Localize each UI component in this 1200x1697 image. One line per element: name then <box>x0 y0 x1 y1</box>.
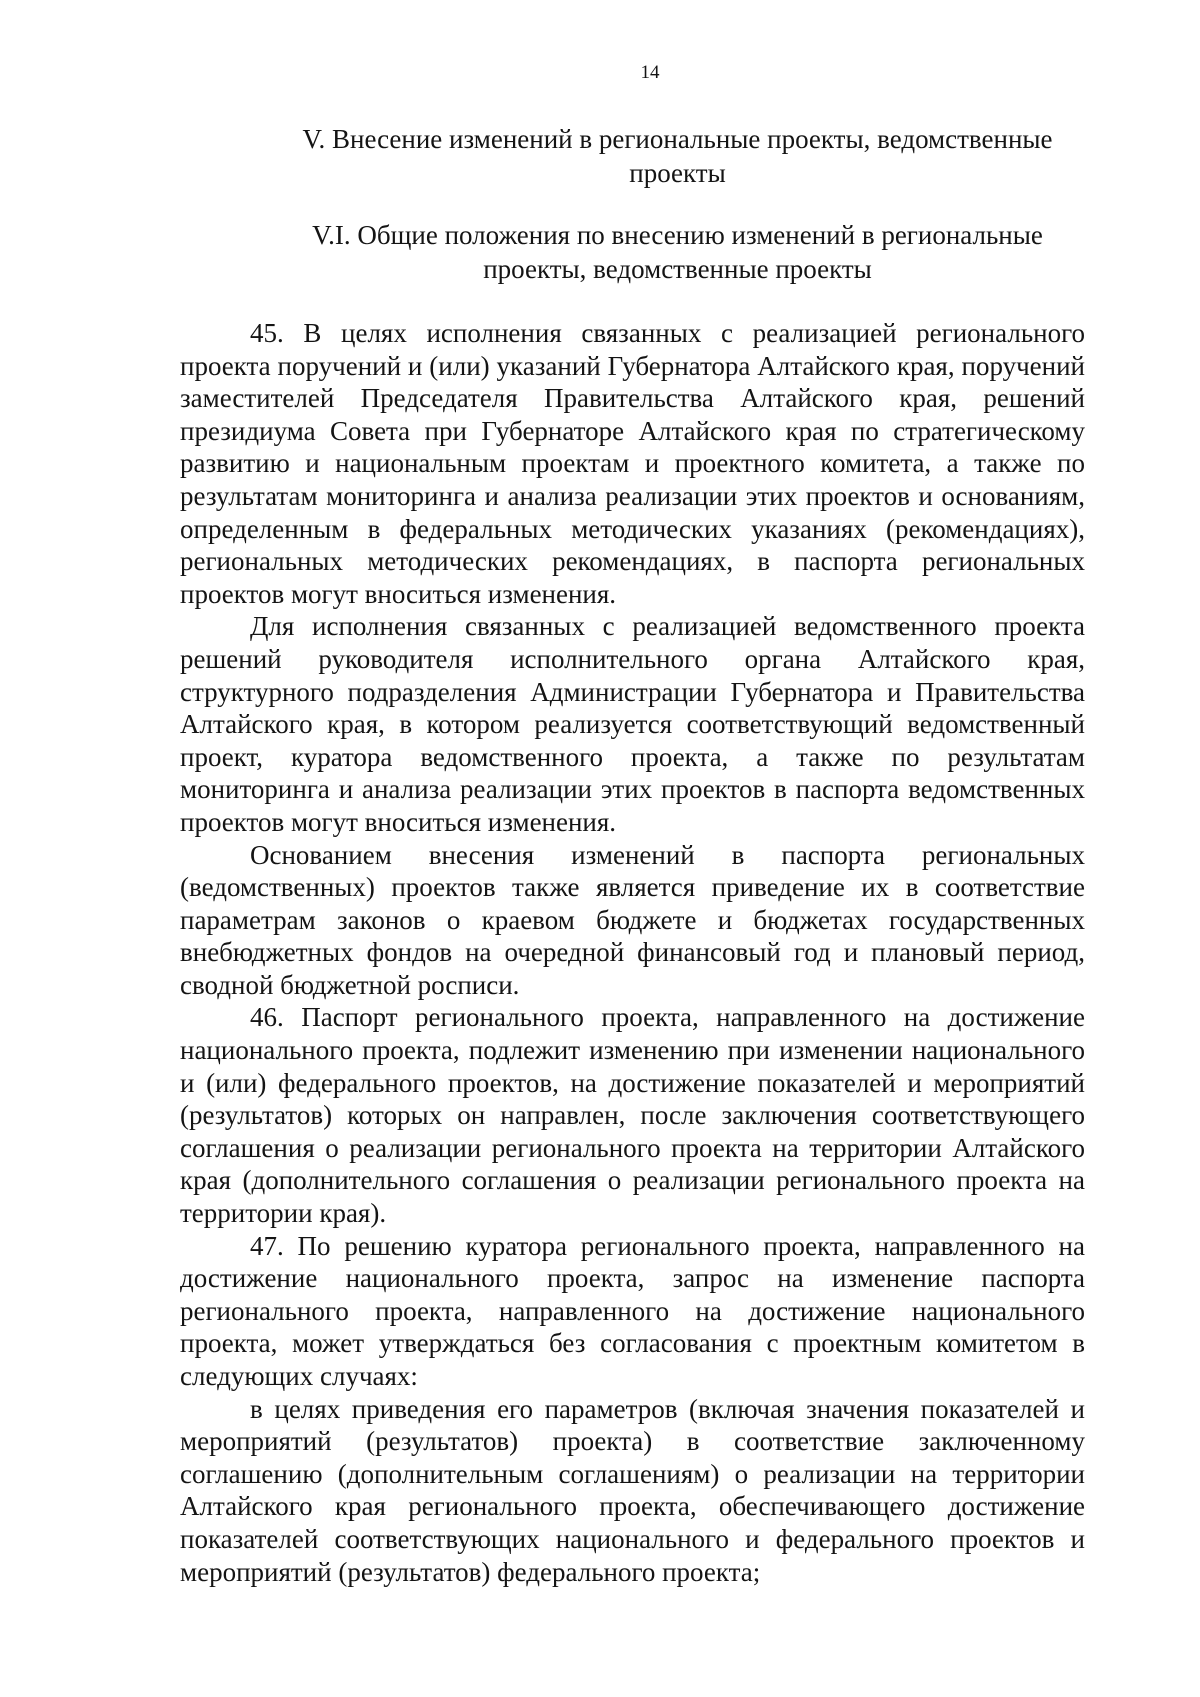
paragraph-45: 45. В целях исполнения связанных с реализацией регионального проекта поручений и (или) указаний Губернатора Алтайского края, поручений заместителей Председателя Правительства Алтайского края, решений президиума Совета при Губернаторе Алтайского края по стратегическому развитию и национальным проектам и проектного комитета, а также по результатам мониторинга и анализа реализации этих проектов и основаниям, определенным в федеральных методических указаниях (рекомендациях), региональных методических рекомендациях, в паспорта региональных проектов могут вноситься изменения. <box>180 318 1085 609</box>
paragraph-47-case-1: в целях приведения его параметров (включая значения показателей и мероприятий (результатов) проекта) в соответствие заключенному соглашению (дополнительным соглашениям) о реализации на территории Алтайского края регионального проекта, обеспечивающего достижение показателей соответствующих национального и федерального проектов и мероприятий (результатов) федерального проекта; <box>180 1393 1085 1587</box>
page-number: 14 <box>640 62 660 83</box>
document-body <box>180 317 1085 1588</box>
subsection-heading: V.I. Общие положения по внесению изменений в региональные проекты, ведомственные проекты <box>312 220 1043 284</box>
paragraph-47: 47. По решению куратора регионального проекта, направленного на достижение национального проекта, запрос на изменение паспорта регионального проекта, направленного на достижение национального проекта, может утверждаться без согласования с проектным комитетом в следующих случаях: <box>180 1230 1085 1391</box>
section-heading: V. Внесение изменений в региональные проекты, ведомственные проекты <box>302 124 1053 188</box>
paragraph-basis: Основанием внесения изменений в паспорта региональных (ведомственных) проектов также является приведение их в соответствие параметрам законов о краевом бюджете и бюджетах государственных внебюджетных фондов на очередной финансовый год и плановый период, сводной бюджетной росписи. <box>180 839 1085 1000</box>
paragraph-departmental: Для исполнения связанных с реализацией ведомственного проекта решений руководителя исполнительного органа Алтайского края, структурного подразделения Администрации Губернатора и Правительства Алтайского края, в котором реализуется соответствующий ведомственный проект, куратора ведомственного проекта, а также по результатам мониторинга и анализа реализации этих проектов в паспорта ведомственных проектов могут вноситься изменения. <box>180 611 1085 837</box>
paragraph-46: 46. Паспорт регионального проекта, направленного на достижение национального проекта, подлежит изменению при изменении национального и (или) федерального проектов, на достижение показателей и мероприятий (результатов) которых он направлен, после заключения соответствующего соглашения о реализации регионального проекта на территории Алтайского края (дополнительного соглашения о реализации регионального проекта на территории края). <box>180 1002 1085 1229</box>
